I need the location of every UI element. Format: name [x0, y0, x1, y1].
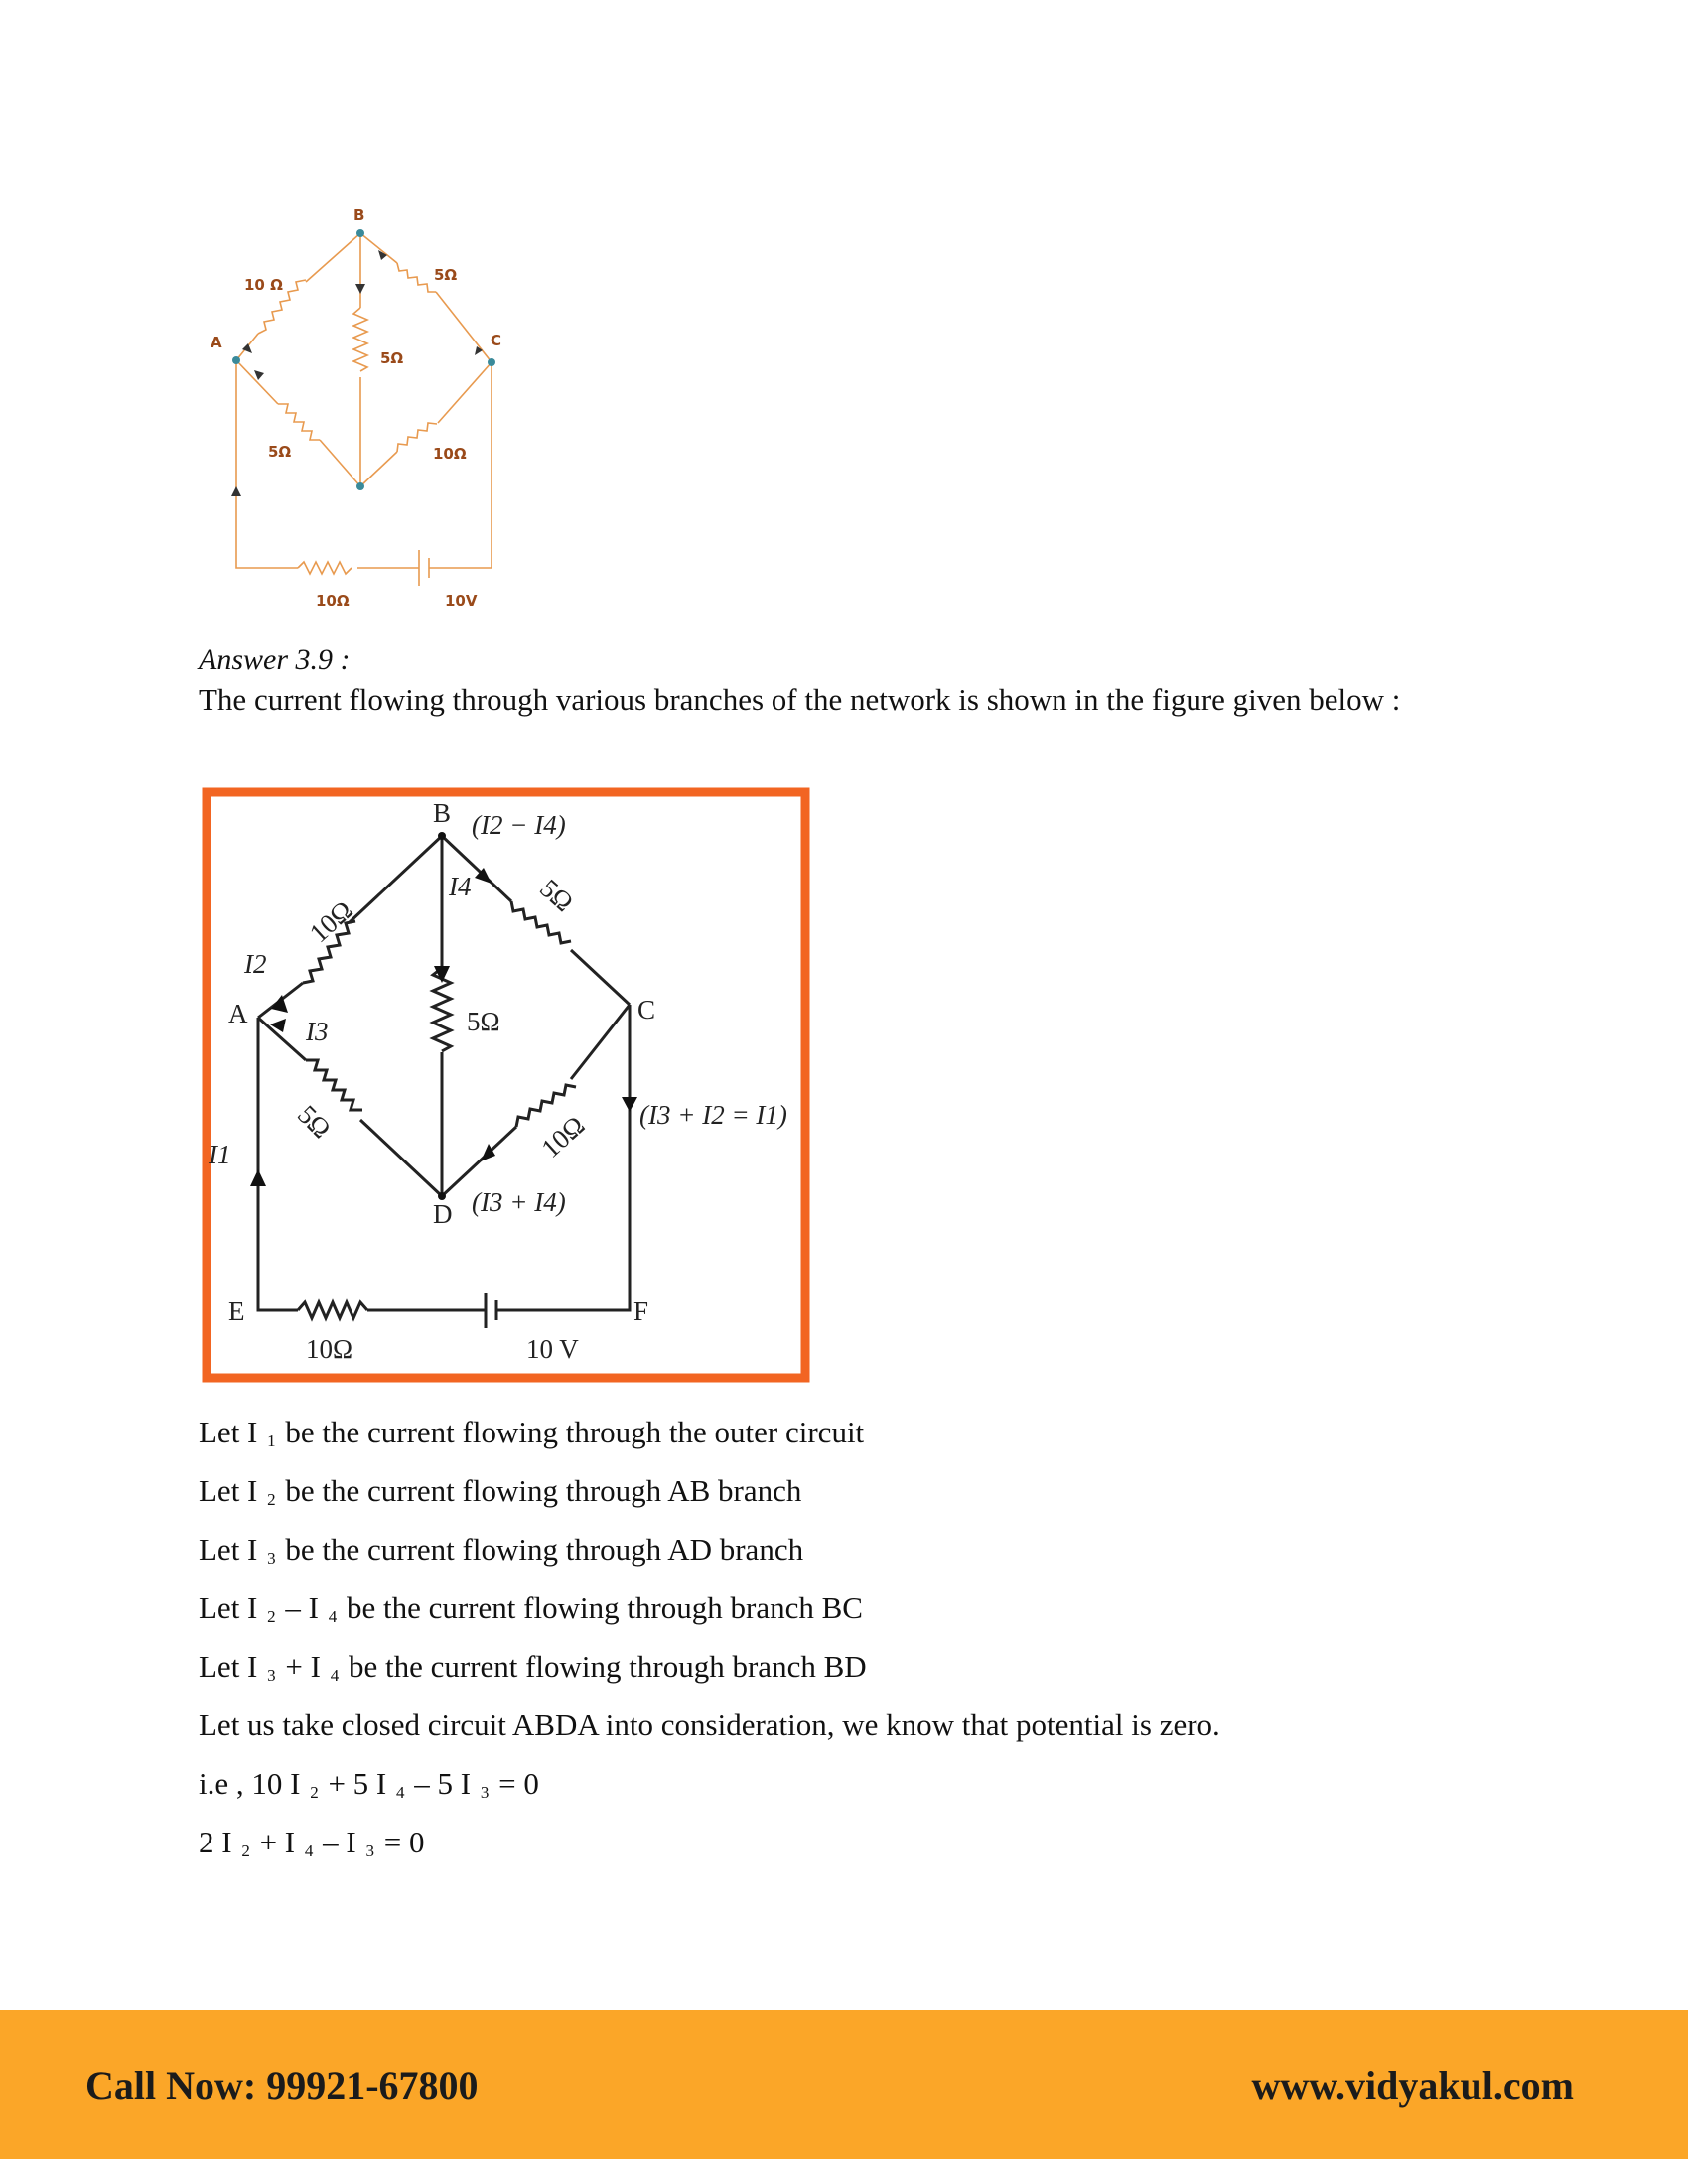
- resistor-ef-label: 10Ω: [306, 1334, 353, 1364]
- node-f-label: F: [633, 1297, 649, 1326]
- node-a-label: A: [211, 334, 222, 351]
- call-now-text[interactable]: Call Now: 99921-67800: [85, 2063, 479, 2108]
- node-a-dot: [232, 356, 240, 364]
- answer-heading: Answer 3.9 :: [199, 643, 351, 676]
- current-i1-label: I1: [209, 1140, 231, 1169]
- node-b-label: B: [353, 206, 365, 224]
- line-1: Let I $_1$ be the current flowing through the outer circuit: [199, 1415, 865, 1450]
- current-i3-label: I3: [306, 1017, 329, 1046]
- resistor-dc-label-2: 10Ω: [535, 1110, 591, 1163]
- resistor-dc-label: 10Ω: [433, 445, 467, 463]
- resistor-ab-label-2: 10Ω: [303, 894, 358, 949]
- circuit-diagram-question: [199, 199, 516, 625]
- current-cf-label: (I3 + I2 = I1): [639, 1100, 787, 1130]
- node-b-label-2: B: [433, 798, 452, 828]
- circuit-diagram-answer: [199, 784, 819, 1390]
- battery-label-2: 10 V: [526, 1334, 579, 1364]
- answer-intro: The current flowing through various branches of the network is shown in the figure given below :: [199, 682, 1401, 717]
- current-bc-label: (I2 − I4): [472, 810, 566, 840]
- footer-banner: [0, 2010, 1688, 2159]
- resistor-ad-label: 5Ω: [268, 443, 292, 461]
- node-c-label: C: [491, 332, 502, 349]
- resistor-ad-label-2: 5Ω: [291, 1099, 337, 1145]
- line-4: Let I $_2$ – I $_4$ be the current flowing through branch BC: [199, 1590, 863, 1626]
- resistor-bottom-label: 10Ω: [316, 592, 350, 610]
- node-a-label-2: A: [228, 999, 248, 1028]
- explanation-lines: [199, 1410, 1489, 1878]
- line-5: Let I $_3$ + I $_4$ be the current flowing through branch BD: [199, 1649, 867, 1685]
- resistor-bd-label-2: 5Ω: [467, 1007, 500, 1036]
- node-e-label: E: [228, 1297, 245, 1326]
- equation-2: 2 I $_2$ + I $_4$ – I $_3$ = 0: [199, 1825, 425, 1860]
- website-link[interactable]: www.vidyakul.com: [1251, 2063, 1574, 2108]
- resistor-ab-label: 10 Ω: [244, 276, 283, 294]
- node-d-dot: [356, 482, 364, 490]
- resistor-bc-label: 5Ω: [434, 266, 458, 284]
- resistor-bd-label: 5Ω: [380, 349, 404, 367]
- current-i2-label: I2: [244, 949, 267, 979]
- line-3: Let I $_3$ be the current flowing through AD branch: [199, 1532, 804, 1568]
- line-6: Let us take closed circuit ABDA into consideration, we know that potential is zero.: [199, 1707, 1220, 1742]
- node-b-dot: [356, 229, 364, 237]
- resistor-bc-label-2: 5Ω: [534, 873, 580, 918]
- node-c-dot: [488, 358, 495, 366]
- battery-label: 10V: [445, 592, 478, 610]
- equation-1: i.e , 10 I $_2$ + 5 I $_4$ – 5 I $_3$ = 0: [199, 1766, 539, 1802]
- current-dc-label: (I3 + I4): [472, 1187, 566, 1217]
- current-i4-label: I4: [449, 872, 472, 901]
- line-2: Let I $_2$ be the current flowing through AB branch: [199, 1473, 802, 1509]
- node-c-label-2: C: [637, 995, 656, 1024]
- node-d-label-2: D: [433, 1199, 453, 1229]
- figure-frame: [207, 792, 805, 1378]
